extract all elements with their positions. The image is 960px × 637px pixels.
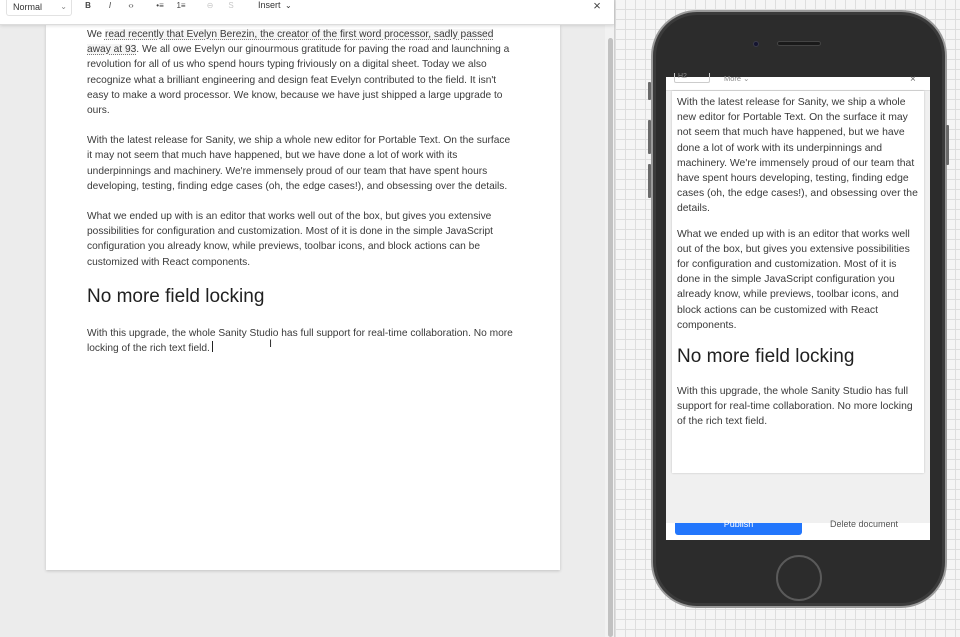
bold-button[interactable]: B xyxy=(85,1,91,10)
strikethrough-button[interactable]: S xyxy=(228,1,234,10)
paragraph[interactable] xyxy=(87,27,517,118)
text-cursor xyxy=(212,341,213,352)
paragraph-text: . We all owe Evelyn our ginourmous gratitude for paving the road and launchning a revolution for all of us who spend hours typing friviously on a digital sheet. Today we also recognize what a brilliant engineering and design feat Evelyn contributed to the field. It isn't easy to make a word processor. We know, because we have just shipped a large upgrade to ours. xyxy=(87,44,510,117)
bullet-list-button[interactable]: •≡ xyxy=(156,1,164,10)
mobile-style-select[interactable]: H2 xyxy=(674,73,710,83)
paragraph[interactable]: With this upgrade, the whole Sanity Studio has full support for real-time collaboration. No more locking of the rich text field. xyxy=(677,386,913,428)
chevron-down-icon: ⌄ xyxy=(60,2,67,11)
ibeam-cursor-icon: I xyxy=(269,338,273,350)
paragraph[interactable]: What we ended up with is an editor that works well out of the box, but gives you extensive possibilities for configuration and customization. Most of it is done in the simple JavaScript configuration you already know, while previews, toolbar icons, and block actions can be customized with React components. xyxy=(677,228,910,331)
editor-toolbar xyxy=(0,0,614,25)
italic-button[interactable]: I xyxy=(108,1,112,10)
volume-down-button xyxy=(648,164,651,198)
publish-button[interactable]: Publish xyxy=(675,523,802,535)
document-page[interactable] xyxy=(46,25,560,570)
block-style-select[interactable] xyxy=(6,0,72,16)
paragraph[interactable] xyxy=(87,326,517,356)
insert-menu-button[interactable] xyxy=(258,0,292,12)
section-heading[interactable]: No more field locking xyxy=(87,285,265,307)
camera-icon xyxy=(753,41,759,47)
paragraph[interactable]: With the latest release for Sanity, we ship a whole new editor for Portable Text. On the surface it may not seem that much have happened, but we have done a lot of work with its underpinnings and machinery. We're immensely proud of our team that have spent hours developing, testing, finding edge cases (oh, the edge cases!), and obsessing over the details. xyxy=(87,135,511,192)
block-style-value: Normal xyxy=(13,2,43,12)
delete-document-button[interactable]: Delete document xyxy=(830,519,899,529)
section-heading[interactable]: No more field locking xyxy=(677,346,855,368)
paragraph-text: We xyxy=(87,29,105,40)
mobile-close-button[interactable]: × xyxy=(910,74,916,85)
paragraph-text: With this upgrade, the whole Sanity Studio has full support for real-time collaboration. No more locking of the rich text field. xyxy=(87,327,513,355)
numbered-list-button[interactable]: 1≡ xyxy=(176,1,186,10)
close-editor-button[interactable]: × xyxy=(593,0,601,13)
speaker-grille xyxy=(777,41,821,46)
mobile-document-body[interactable] xyxy=(677,95,922,440)
volume-up-button xyxy=(648,120,651,154)
power-button xyxy=(946,125,949,165)
code-button[interactable]: ‹› xyxy=(128,1,134,10)
home-button[interactable] xyxy=(776,555,822,601)
mobile-toolbar xyxy=(666,73,930,91)
chevron-down-icon: ⌄ xyxy=(285,1,292,10)
link-button[interactable]: ⊖ xyxy=(206,1,214,10)
insert-label: Insert xyxy=(258,0,281,10)
mute-switch xyxy=(648,82,651,100)
more-menu-button[interactable]: More ⌄ xyxy=(724,74,750,83)
paragraph[interactable]: With the latest release for Sanity, we ship a whole new editor for Portable Text. On the surface it may not seem that much have happened, but we have done a lot of work with its underpinnings and machinery. We're immensely proud of our team that have spent hours developing, testing, finding edge cases (oh, the edge cases!), and obsessing over the details. xyxy=(677,97,918,215)
scrollbar-thumb[interactable] xyxy=(608,38,613,637)
paragraph[interactable]: What we ended up with is an editor that works well out of the box, but gives you extensive possibilities for configuration and customization. Most of it is done in the simple JavaScript configuration you already know, while previews, toolbar icons, and block actions can be customized with React components. xyxy=(87,211,493,268)
phone-screen xyxy=(666,73,930,540)
annotated-link[interactable]: read recently that Evelyn Berezin, the creator of the first word processor, sadly passed away at 93 xyxy=(87,29,494,56)
mobile-footer xyxy=(666,519,930,540)
mobile-document[interactable] xyxy=(672,91,924,473)
document-body[interactable] xyxy=(87,27,517,371)
